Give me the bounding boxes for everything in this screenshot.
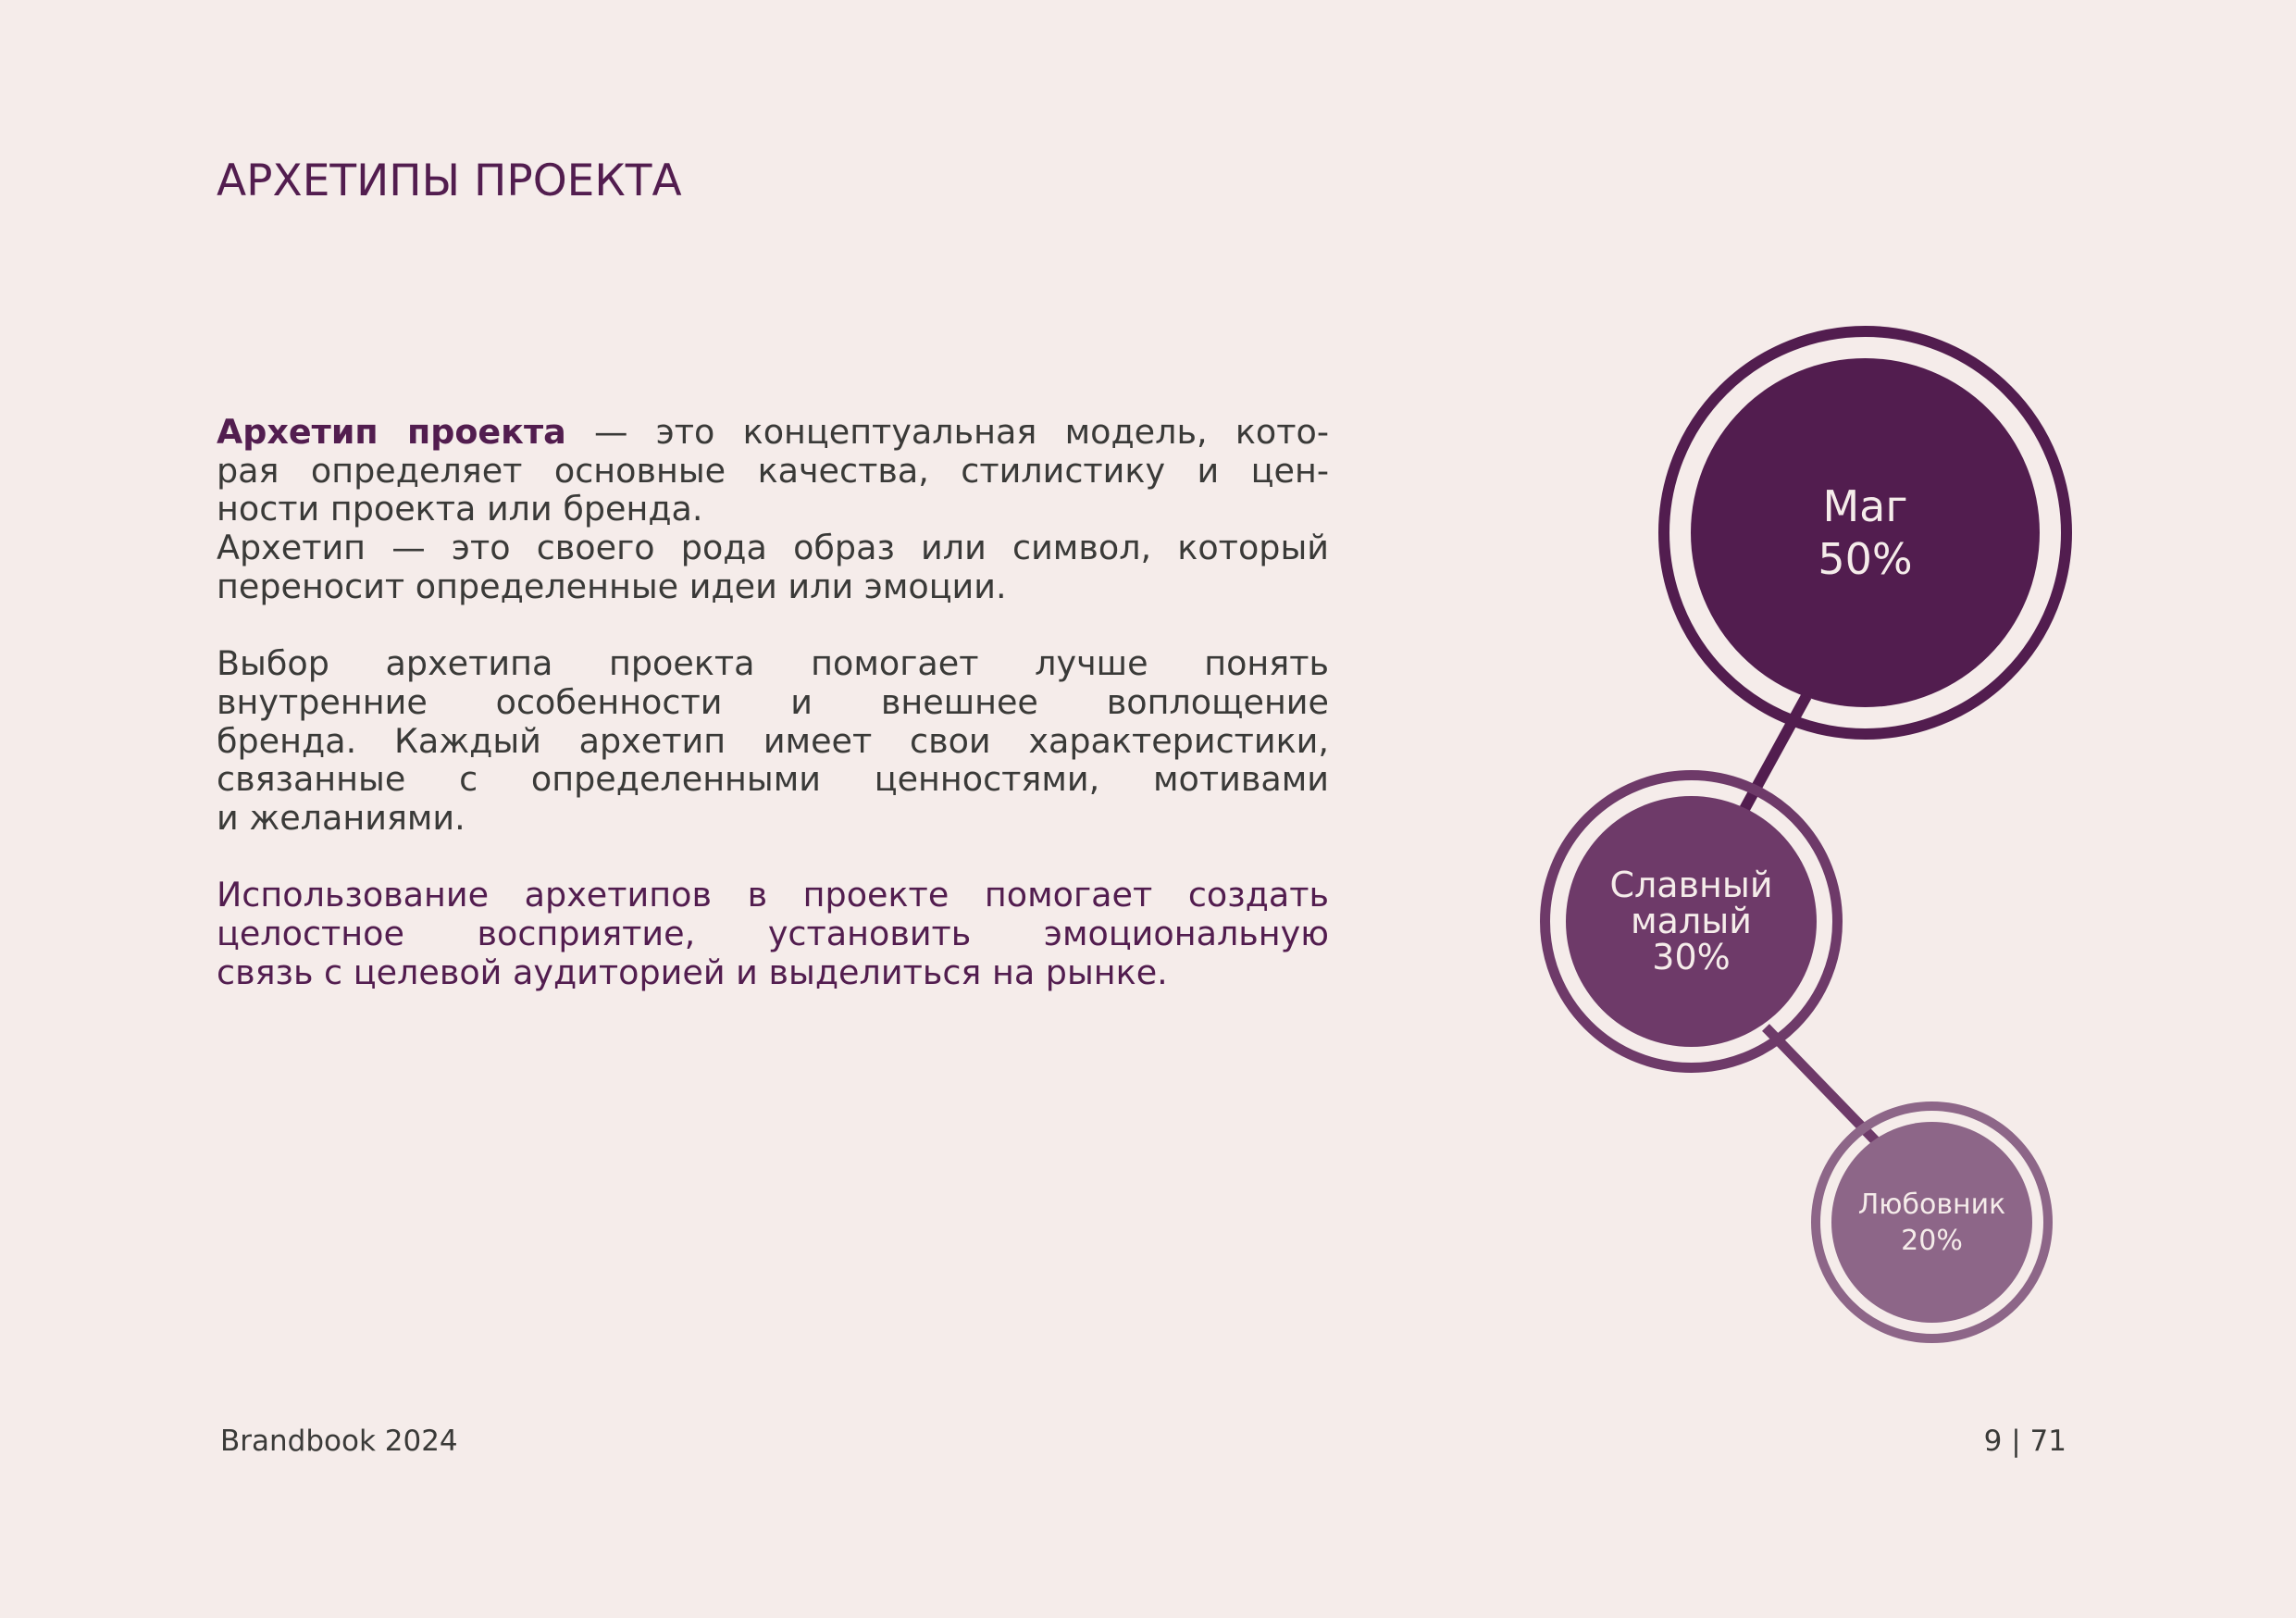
- archetype-fill-mag: [1691, 358, 2040, 707]
- footer-brandbook-label: Brandbook 2024: [220, 1425, 458, 1458]
- text-line: бренда. Каждый архетип имеет свои характеристики,: [217, 720, 1329, 761]
- archetype-circle-regular-guy: [1540, 770, 1843, 1073]
- archetype-circle-lover: [1811, 1101, 2053, 1343]
- archetype-name-line2: малый: [1631, 901, 1752, 941]
- text-line: связанные с определенными ценностями, мотивами: [217, 759, 1329, 800]
- text-line: и желаниями.: [217, 798, 465, 839]
- text-line: Выбор архетипа проекта помогает лучше понять: [217, 643, 1329, 684]
- text-line: Использование архетипов в проекте помогает создать: [217, 875, 1329, 915]
- highlighted-term: Архетип проекта: [217, 412, 566, 452]
- text-line: [217, 413, 1329, 452]
- archetype-percent: 20%: [1901, 1224, 1963, 1257]
- text-line: ности проекта или бренда.: [217, 489, 703, 529]
- archetype-name: Славный: [1609, 865, 1773, 905]
- paragraph-definition: [217, 413, 1329, 606]
- text-line: связь с целевой аудиторией и выделиться на рынке.: [217, 952, 1168, 992]
- paragraph-usage: [217, 876, 1329, 991]
- text-line: переносит определенные идеи или эмоции.: [217, 566, 1007, 606]
- archetype-percent: 50%: [1818, 533, 1913, 584]
- archetype-circle-mag: [1658, 326, 2072, 740]
- page-title: АРХЕТИПЫ ПРОЕКТА: [217, 156, 682, 206]
- archetype-percent: 30%: [1652, 937, 1731, 977]
- text-line-content: — это концептуальная модель, кото-: [565, 412, 1329, 452]
- text-line: внутренние особенности и внешнее воплощение: [217, 681, 1329, 722]
- archetype-fill-lover: [1831, 1122, 2032, 1323]
- body-text: [217, 413, 1329, 1030]
- text-line: Архетип — это своего рода образ или символ, который: [217, 528, 1329, 568]
- archetype-fill-regular-guy: [1566, 796, 1817, 1047]
- page-indicator: 9 | 71: [1983, 1425, 2066, 1458]
- archetype-name: Любовник: [1857, 1188, 2006, 1221]
- text-line: целостное восприятие, установить эмоциональную: [217, 914, 1329, 954]
- paragraph-choice: [217, 644, 1329, 838]
- text-line: рая определяет основные качества, стилистику и цен-: [217, 450, 1329, 491]
- archetype-name: Маг: [1822, 480, 1908, 531]
